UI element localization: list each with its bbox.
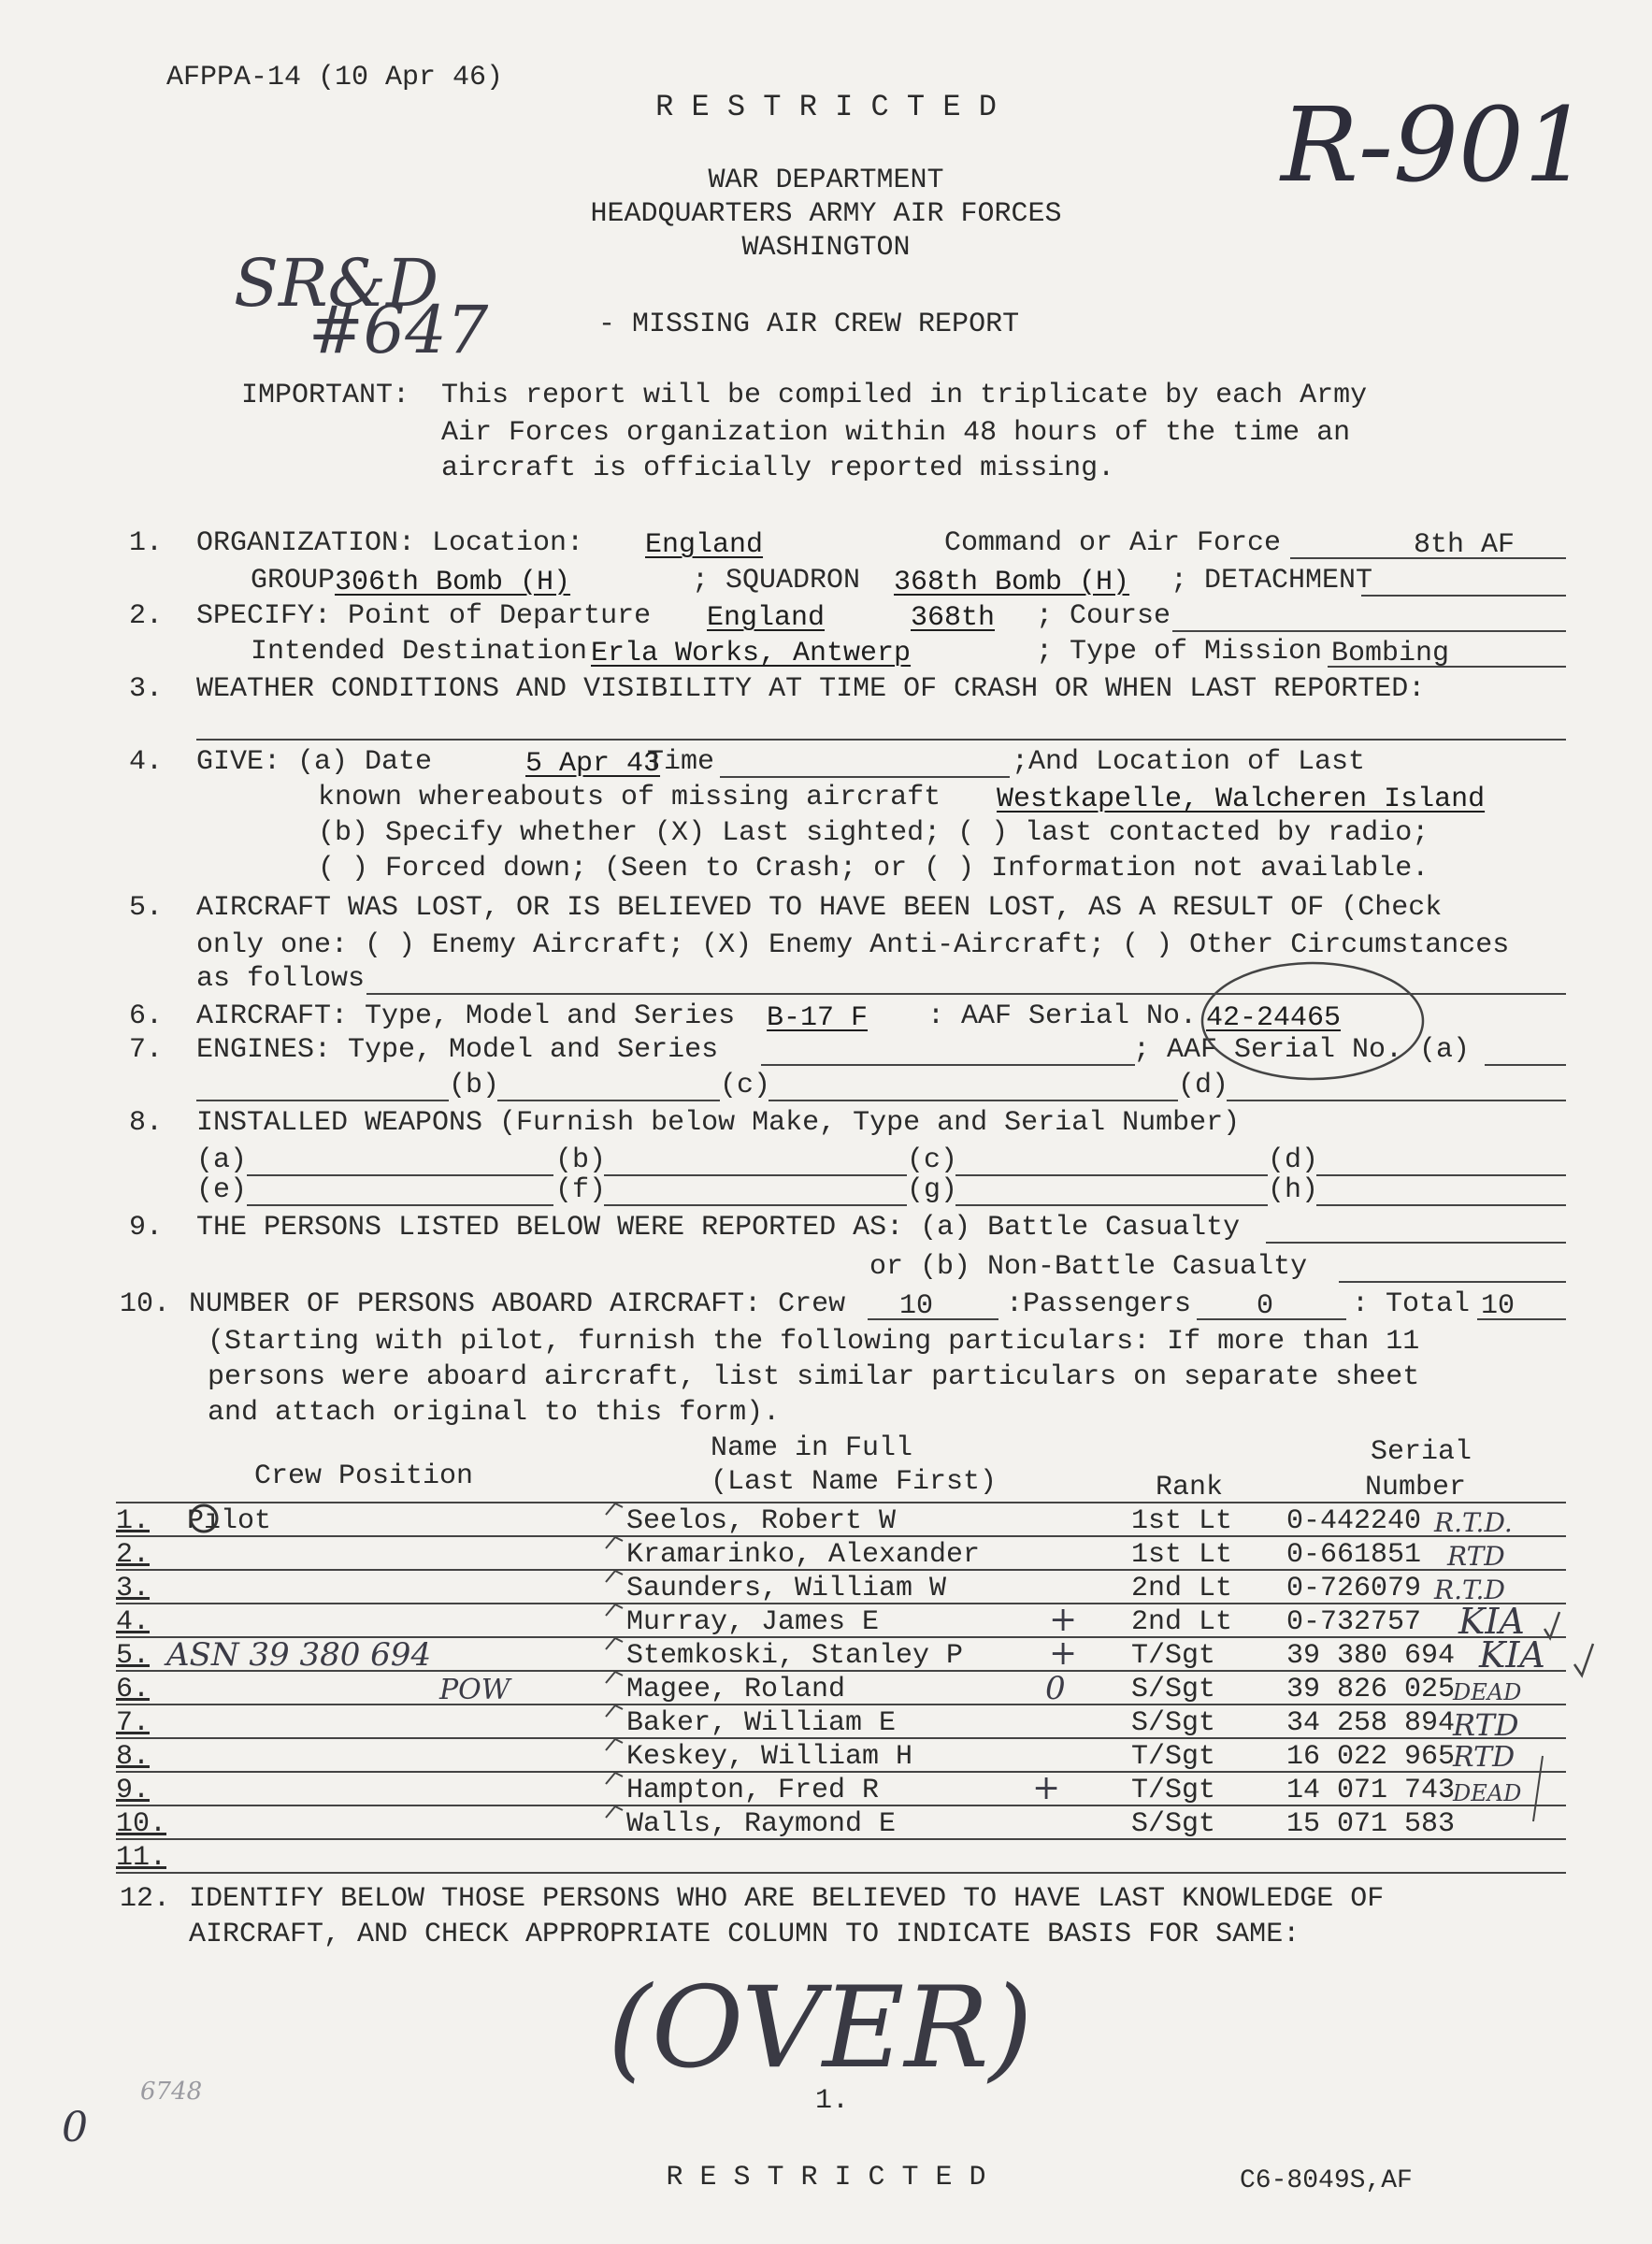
s10-passengers: 0 [1257, 1290, 1274, 1322]
crew-serial: 34 258 894 [1286, 1707, 1456, 1739]
crew-serial: 0-442240 [1286, 1505, 1422, 1537]
crew-asn-note: ASN 39 380 694 [166, 1636, 432, 1674]
s10-total-label: : Total [1352, 1288, 1471, 1320]
crew-name: Seelos, Robert W [626, 1505, 897, 1537]
s8-text: INSTALLED WEAPONS (Furnish below Make, Type and Serial Number) [196, 1107, 1241, 1139]
crew-status-note: RTD [1453, 1741, 1516, 1774]
crew-mark: 0 [1045, 1670, 1066, 1707]
check-mark [606, 1503, 623, 1515]
s4-whereabouts: Westkapelle, Walcheren Island [997, 784, 1486, 815]
crew-rank: T/Sgt [1131, 1741, 1216, 1773]
col-name-1: Name in Full [711, 1432, 913, 1464]
col-rank: Rank [1156, 1472, 1224, 1503]
check-mark [606, 1806, 623, 1818]
crew-rank: T/Sgt [1131, 1775, 1216, 1806]
s10-prefix: NUMBER OF PERSONS ABOARD AIRCRAFT: Crew [189, 1288, 846, 1320]
col-serial-1: Serial [1371, 1436, 1472, 1468]
s12-line1: IDENTIFY BELOW THOSE PERSONS WHO ARE BELIEVED TO HAVE LAST KNOWLEDGE OF [189, 1883, 1385, 1915]
header-line1: WAR DEPARTMENT [708, 165, 944, 196]
s8-a: (a) [196, 1144, 248, 1176]
s2-destination: Erla Works, Antwerp [591, 638, 912, 669]
crew-name: Hampton, Fred R [626, 1775, 880, 1806]
s8-c: (c) [907, 1144, 958, 1176]
crew-serial: 14 071 743 [1286, 1775, 1456, 1806]
crew-serial: 0-661851 [1286, 1539, 1422, 1571]
row-number: 4. [116, 1606, 151, 1638]
s9-num: 9. [129, 1212, 164, 1244]
s1-group: 306th Bomb (H) [335, 567, 571, 598]
pen-stroke [1533, 1756, 1543, 1821]
s7-num: 7. [129, 1034, 164, 1066]
crew-status-note: R.T.D. [1434, 1507, 1513, 1538]
s10-line3: persons were aboard aircraft, list similar particulars on separate sheet [208, 1361, 1420, 1393]
crew-rank: 1st Lt [1131, 1505, 1233, 1537]
row-number: 8. [116, 1741, 151, 1773]
col-name-2: (Last Name First) [711, 1466, 998, 1498]
s10-line2: (Starting with pilot, furnish the following particulars: If more than 11 [208, 1326, 1420, 1358]
s4-num: 4. [129, 746, 164, 778]
crew-rank: 2nd Lt [1131, 1606, 1233, 1638]
check-mark [606, 1705, 623, 1717]
crew-name: Magee, Roland [626, 1674, 846, 1705]
s4-line2: known whereabouts of missing aircraft [318, 782, 941, 813]
crew-status-note: KIA [1458, 1601, 1525, 1642]
crew-rank: S/Sgt [1131, 1674, 1216, 1705]
important-line2: Air Forces organization within 48 hours of the time an [441, 417, 1351, 449]
crew-name: Kramarinko, Alexander [626, 1539, 981, 1571]
crew-status-note: RTD [1447, 1541, 1505, 1572]
crew-rank: 1st Lt [1131, 1539, 1233, 1571]
s8-d: (d) [1268, 1144, 1319, 1176]
s4-prefix: GIVE: (a) Date [196, 746, 433, 778]
crew-name: Baker, William E [626, 1707, 897, 1739]
corner-faint-note: 6748 [140, 2078, 203, 2106]
crew-name: Saunders, William W [626, 1573, 947, 1604]
report-title: - MISSING AIR CREW REPORT [598, 309, 1020, 340]
important-line1: This report will be compiled in triplicate by each Army [441, 380, 1368, 411]
crew-rank: S/Sgt [1131, 1808, 1216, 1840]
header-line3: WASHINGTON [741, 232, 911, 264]
s2-dest-label: Intended Destination [251, 636, 588, 668]
row-number: 5. [116, 1640, 151, 1672]
row-number: 6. [116, 1674, 151, 1705]
check-mark [606, 1537, 623, 1548]
s2-num: 2. [129, 600, 164, 632]
crew-name: Stemkoski, Stanley P [626, 1640, 964, 1672]
crew-rank: 2nd Lt [1131, 1573, 1233, 1604]
row-number: 3. [116, 1573, 151, 1604]
s6-type: B-17 F [767, 1002, 869, 1034]
check-mark [606, 1672, 623, 1683]
s12-num: 12. [120, 1883, 171, 1915]
crew-status-note: KIA [1479, 1634, 1545, 1676]
s8-b: (b) [555, 1144, 607, 1176]
important-label: IMPORTANT: [241, 380, 410, 411]
crew-mark: + [1049, 1634, 1078, 1673]
row-number: 1. [116, 1505, 151, 1537]
s12-line2: AIRCRAFT, AND CHECK APPROPRIATE COLUMN TO INDICATE BASIS FOR SAME: [189, 1919, 1300, 1950]
col-serial-2: Number [1365, 1472, 1467, 1503]
s4-date: 5 Apr 43 [525, 748, 661, 780]
s4-time-label: Time [647, 746, 715, 778]
s1-location: England [645, 529, 764, 561]
s7-d: (d) [1178, 1070, 1229, 1101]
row-number: 9. [116, 1775, 151, 1806]
crew-pow-note: POW [439, 1674, 510, 1706]
s9-line2: or (b) Non-Battle Casualty [869, 1251, 1308, 1283]
corner-mark: 0 [62, 2104, 88, 2151]
s6-serial: 42-24465 [1206, 1002, 1342, 1034]
s8-e: (e) [196, 1174, 248, 1206]
s10-num: 10. [120, 1288, 171, 1320]
classification-bottom: R E S T R I C T E D [666, 2162, 986, 2194]
s2-departure-note: 368th [911, 602, 996, 634]
s5-line3: as follows [196, 963, 366, 995]
s10-line4: and attach original to this form). [208, 1397, 781, 1429]
crew-mark: + [1049, 1601, 1078, 1639]
crew-serial: 39 826 025 [1286, 1674, 1456, 1705]
check-mark [606, 1604, 623, 1616]
s7-prefix: ENGINES: Type, Model and Series [196, 1034, 719, 1066]
s8-f: (f) [555, 1174, 607, 1206]
crew-name: Murray, James E [626, 1606, 880, 1638]
srd-mark: SR&D [234, 245, 439, 322]
crew-mark: + [1032, 1769, 1061, 1807]
s10-total: 10 [1481, 1290, 1516, 1322]
crew-status-note: RTD [1453, 1707, 1519, 1743]
check-mark [1544, 1612, 1559, 1638]
s2-mission: Bombing [1331, 638, 1450, 669]
row-number: 10. [116, 1808, 167, 1840]
s6-num: 6. [129, 1000, 164, 1032]
row-number: 2. [116, 1539, 151, 1571]
s8-g: (g) [907, 1174, 958, 1206]
s5-line1: AIRCRAFT WAS LOST, OR IS BELIEVED TO HAVE BEEN LOST, AS A RESULT OF (Check [196, 892, 1443, 924]
crew-status-note: DEAD [1453, 1780, 1522, 1806]
row-number: 7. [116, 1707, 151, 1739]
s1-prefix: ORGANIZATION: Location: [196, 527, 584, 559]
crew-serial: 16 022 965 [1286, 1741, 1456, 1773]
crew-rank: S/Sgt [1131, 1707, 1216, 1739]
serial-circle [1202, 963, 1423, 1079]
s1-squadron: 368th Bomb (H) [894, 567, 1130, 598]
s4-location-label: ;And Location of Last [1012, 746, 1366, 778]
s1-command-label: Command or Air Force [944, 527, 1282, 559]
crew-status-note: DEAD [1453, 1679, 1522, 1705]
s5-line2: only one: ( ) Enemy Aircraft; (X) Enemy Anti-Aircraft; ( ) Other Circumstances [196, 929, 1510, 961]
check-mark [606, 1571, 623, 1582]
footer-code: C6-8049S,AF [1240, 2166, 1413, 2195]
crew-rank: T/Sgt [1131, 1640, 1216, 1672]
crew-status-note: R.T.D [1434, 1575, 1505, 1605]
form-code: AFPPA-14 (10 Apr 46) [166, 62, 504, 94]
crew-name: Walls, Raymond E [626, 1808, 897, 1840]
s2-prefix: SPECIFY: Point of Departure [196, 600, 652, 632]
s7-b: (b) [449, 1070, 500, 1101]
classification-top: R E S T R I C T E D [655, 90, 997, 124]
s3-num: 3. [129, 673, 164, 705]
s8-num: 8. [129, 1107, 164, 1139]
crew-serial: 0-732757 [1286, 1606, 1422, 1638]
col-position: Crew Position [254, 1460, 474, 1492]
pilot-ink-blot [191, 1505, 217, 1532]
s1-detachment-label: ; DETACHMENT [1171, 565, 1373, 597]
stamp-number: R-901 [1281, 85, 1589, 205]
check-mark [606, 1638, 623, 1649]
s3-text: WEATHER CONDITIONS AND VISIBILITY AT TIME OF CRASH OR WHEN LAST REPORTED: [196, 673, 1426, 705]
srd-number: #647 [309, 292, 489, 368]
important-line3: aircraft is officially reported missing. [441, 453, 1115, 484]
s8-h: (h) [1268, 1174, 1319, 1206]
page-number: 1. [815, 2085, 850, 2117]
s1-num: 1. [129, 527, 164, 559]
over-annotation: (OVER) [608, 1964, 1033, 2093]
crew-name: Keskey, William H [626, 1741, 913, 1773]
crew-serial: 39 380 694 [1286, 1640, 1456, 1672]
s9-line1: THE PERSONS LISTED BELOW WERE REPORTED AS: (a) Battle Casualty [196, 1212, 1241, 1244]
s10-pass-label: :Passengers [1006, 1288, 1192, 1320]
s5-num: 5. [129, 892, 164, 924]
crew-serial: 0-726079 [1286, 1573, 1422, 1604]
s2-mission-label: ; Type of Mission [1036, 636, 1323, 668]
s4-line4: ( ) Forced down; (Seen to Crash; or ( ) Information not available. [318, 853, 1429, 885]
row-number: 11. [116, 1842, 167, 1874]
s7-serial-label: ; AAF Serial No. (a) [1133, 1034, 1471, 1066]
s1-group-label: GROUP [251, 565, 336, 597]
check-mark [606, 1739, 623, 1750]
s6-prefix: AIRCRAFT: Type, Model and Series [196, 1000, 736, 1032]
check-mark [606, 1773, 623, 1784]
s2-course-label: ; Course [1036, 600, 1171, 632]
s1-squadron-label: ; SQUADRON [692, 565, 861, 597]
s7-c: (c) [720, 1070, 771, 1101]
s2-departure: England [707, 602, 826, 634]
s10-crew: 10 [899, 1290, 934, 1322]
header-line2: HEADQUARTERS ARMY AIR FORCES [590, 198, 1062, 230]
s4-line3: (b) Specify whether (X) Last sighted; ( ) last contacted by radio; [318, 817, 1429, 849]
s1-command: 8th AF [1414, 529, 1516, 561]
crew-position: Pilot [187, 1505, 272, 1537]
s6-serial-label: : AAF Serial No. [927, 1000, 1198, 1032]
check-mark [1574, 1644, 1593, 1676]
crew-serial: 15 071 583 [1286, 1808, 1456, 1840]
